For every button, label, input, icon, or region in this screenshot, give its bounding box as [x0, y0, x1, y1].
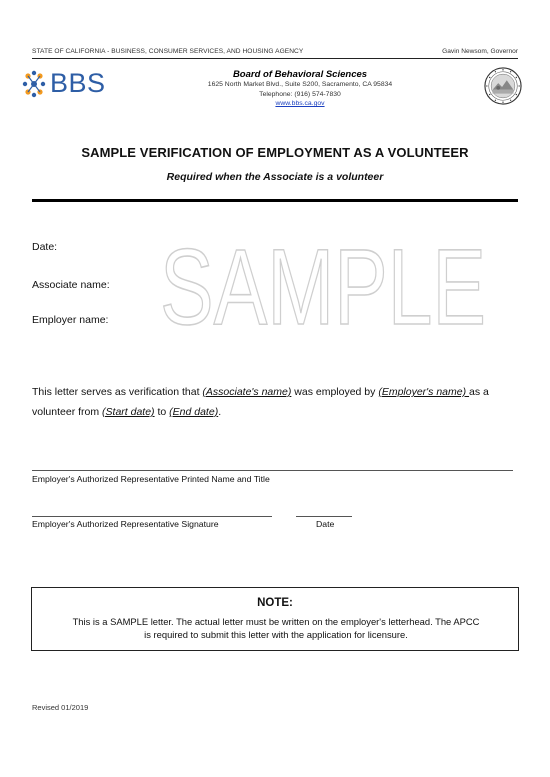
paragraph-text: to	[154, 406, 170, 418]
board-telephone: Telephone: (916) 574-7830	[259, 90, 341, 98]
signature-label: Employer's Authorized Representative Signature	[32, 519, 219, 529]
paragraph-text: .	[218, 406, 222, 418]
header-divider	[32, 58, 518, 59]
verification-paragraph	[32, 382, 518, 422]
date-line	[296, 516, 352, 517]
start-date-placeholder: (Start date)	[102, 406, 155, 418]
board-website-link[interactable]: www.bbs.ca.gov	[275, 100, 325, 107]
note-body: This is a SAMPLE letter. The actual letter must be written on the employer's letterhead. The APCC is required to submit this letter with the application for licensure.	[72, 616, 480, 640]
agency-header: STATE OF CALIFORNIA - BUSINESS, CONSUMER SERVICES, AND HOUSING AGENCY	[32, 48, 304, 55]
employer-name-placeholder: (Employer's name)	[378, 386, 470, 398]
signature-date-label: Date	[316, 519, 335, 529]
california-state-seal-icon	[484, 67, 522, 105]
board-address: 1625 North Market Blvd., Suite S200, Sacramento, CA 95834	[207, 81, 393, 88]
date-field-label: Date:	[32, 241, 58, 253]
associate-name-placeholder: (Associate's name)	[202, 386, 292, 398]
title-divider	[32, 199, 518, 202]
revision-date: Revised 01/2019	[32, 703, 89, 712]
printed-name-line	[32, 470, 513, 471]
printed-name-label: Employer's Authorized Representative Printed Name and Title	[32, 474, 270, 484]
signature-line	[32, 516, 272, 517]
governor-name: Gavin Newsom, Governor	[442, 48, 518, 55]
associate-name-label: Associate name:	[32, 279, 110, 291]
paragraph-text: This letter serves as verification that	[32, 386, 203, 398]
paragraph-text: as a volunteer from	[32, 386, 489, 418]
page-title: SAMPLE VERIFICATION OF EMPLOYMENT AS A VOLUNTEER	[81, 145, 469, 160]
end-date-placeholder: (End date)	[169, 406, 219, 418]
watermark-text: SAMPLE	[160, 226, 486, 336]
board-title: Board of Behavioral Sciences	[232, 69, 368, 80]
sample-watermark	[158, 226, 488, 336]
note-heading: NOTE:	[257, 597, 293, 609]
paragraph-text: was employed by	[291, 386, 379, 398]
note-box	[31, 587, 519, 651]
board-info	[150, 69, 450, 109]
bbs-logo-text: BBS	[50, 68, 106, 98]
page-subtitle: Required when the Associate is a volunteer	[166, 171, 384, 183]
employer-name-label: Employer name:	[32, 314, 109, 326]
